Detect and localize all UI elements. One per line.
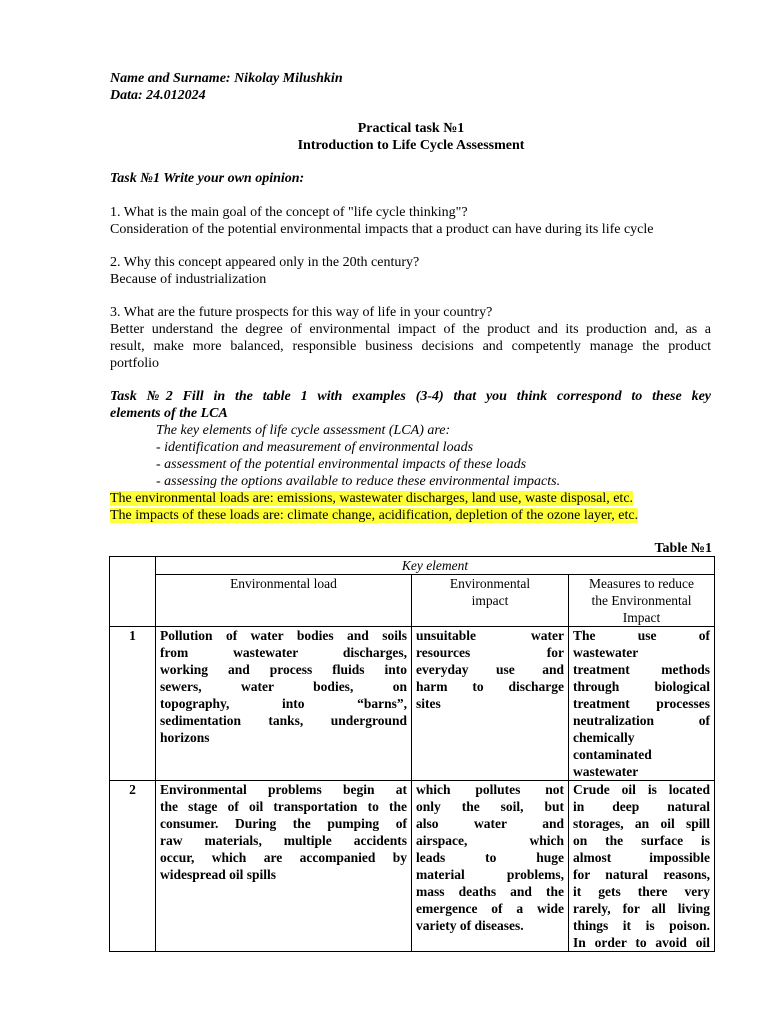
lca-element-item: - identification and measurement of environmental loads [156,440,474,455]
name-line: Name and Surname: Nikolay Milushkin [110,71,343,86]
answer-3-line: portfolio [110,356,159,371]
col-header-measures: Measures to reduce the Environmental Impact [569,575,715,627]
question-2: 2. Why this concept appeared only in the 20th century? [110,255,420,270]
key-elements-table [109,556,715,952]
title-line-2: Introduction to Life Cycle Assessment [297,138,525,153]
row-impact-cell: unsuitable water resources for everyday use and harm to discharge sites [412,627,569,781]
row-load-cell: Environmental problems begin at the stage of oil transportation to the consumer. During the pumping of raw materials, multiple accidents occur, which are accompanied by widespread oil spills [156,781,412,952]
answer-2: Because of industrialization [110,272,267,287]
table-row [110,781,715,952]
task1-heading: Task №1 Write your own opinion: [110,171,305,186]
row-measures-cell: The use of wastewater treatment methods through biological treatment processes neutralization of chemically contaminated wastewater [569,627,715,781]
col-header-load: Environmental load [156,575,412,627]
group-header: Key element [156,557,715,575]
row-load-cell: Pollution of water bodies and soils from wastewater discharges, working and process fluids into sewers, water bodies, on topography, into “barns”, sedimentation tanks, underground horizons [156,627,412,781]
blank-header-cell [110,557,156,627]
lca-intro: The key elements of life cycle assessment (LCA) are: [156,423,451,438]
task2-heading-line: elements of the LCA [110,406,228,421]
question-3: 3. What are the future prospects for this way of life in your country? [110,305,493,320]
question-1: 1. What is the main goal of the concept of "life cycle thinking"? [110,205,468,220]
table-caption: Table №1 [654,541,712,556]
date-line: Data: 24.012024 [110,88,206,103]
answer-1: Consideration of the potential environmental impacts that a product can have during its life cycle [110,222,654,237]
row-impact-cell: which pollutes not only the soil, but also water and airspace, which leads to huge material problems, mass deaths and the emergence of a wide variety of diseases. [412,781,569,952]
answer-3-line: Better understand the degree of environmental impact of the product and its production and, as a [110,322,711,337]
row-measures-cell: Crude oil is located in deep natural storages, an oil spill on the surface is almost impossible for natural reasons, it gets there very rarely, for all living things it is poison. In order to avoid oil [569,781,715,952]
title-line-1: Practical task №1 [357,121,465,136]
row-number: 2 [110,781,156,952]
lca-element-item: - assessing the options available to reduce these environmental impacts. [156,474,561,489]
row-number: 1 [110,627,156,781]
table-row [110,627,715,781]
highlighted-loads: The environmental loads are: emissions, wastewater discharges, land use, waste disposal, etc. [110,491,634,506]
lca-element-item: - assessment of the potential environmental impacts of these loads [156,457,527,472]
answer-3-line: result, make more balanced, responsible business decisions and competently manage the product [110,339,711,354]
task2-heading-line: Task №2 Fill in the table 1 with examples (3-4) that you think correspond to these key [110,389,711,404]
col-header-impact: Environmental impact [412,575,569,627]
highlighted-impacts: The impacts of these loads are: climate change, acidification, depletion of the ozone layer, etc. [110,508,639,523]
